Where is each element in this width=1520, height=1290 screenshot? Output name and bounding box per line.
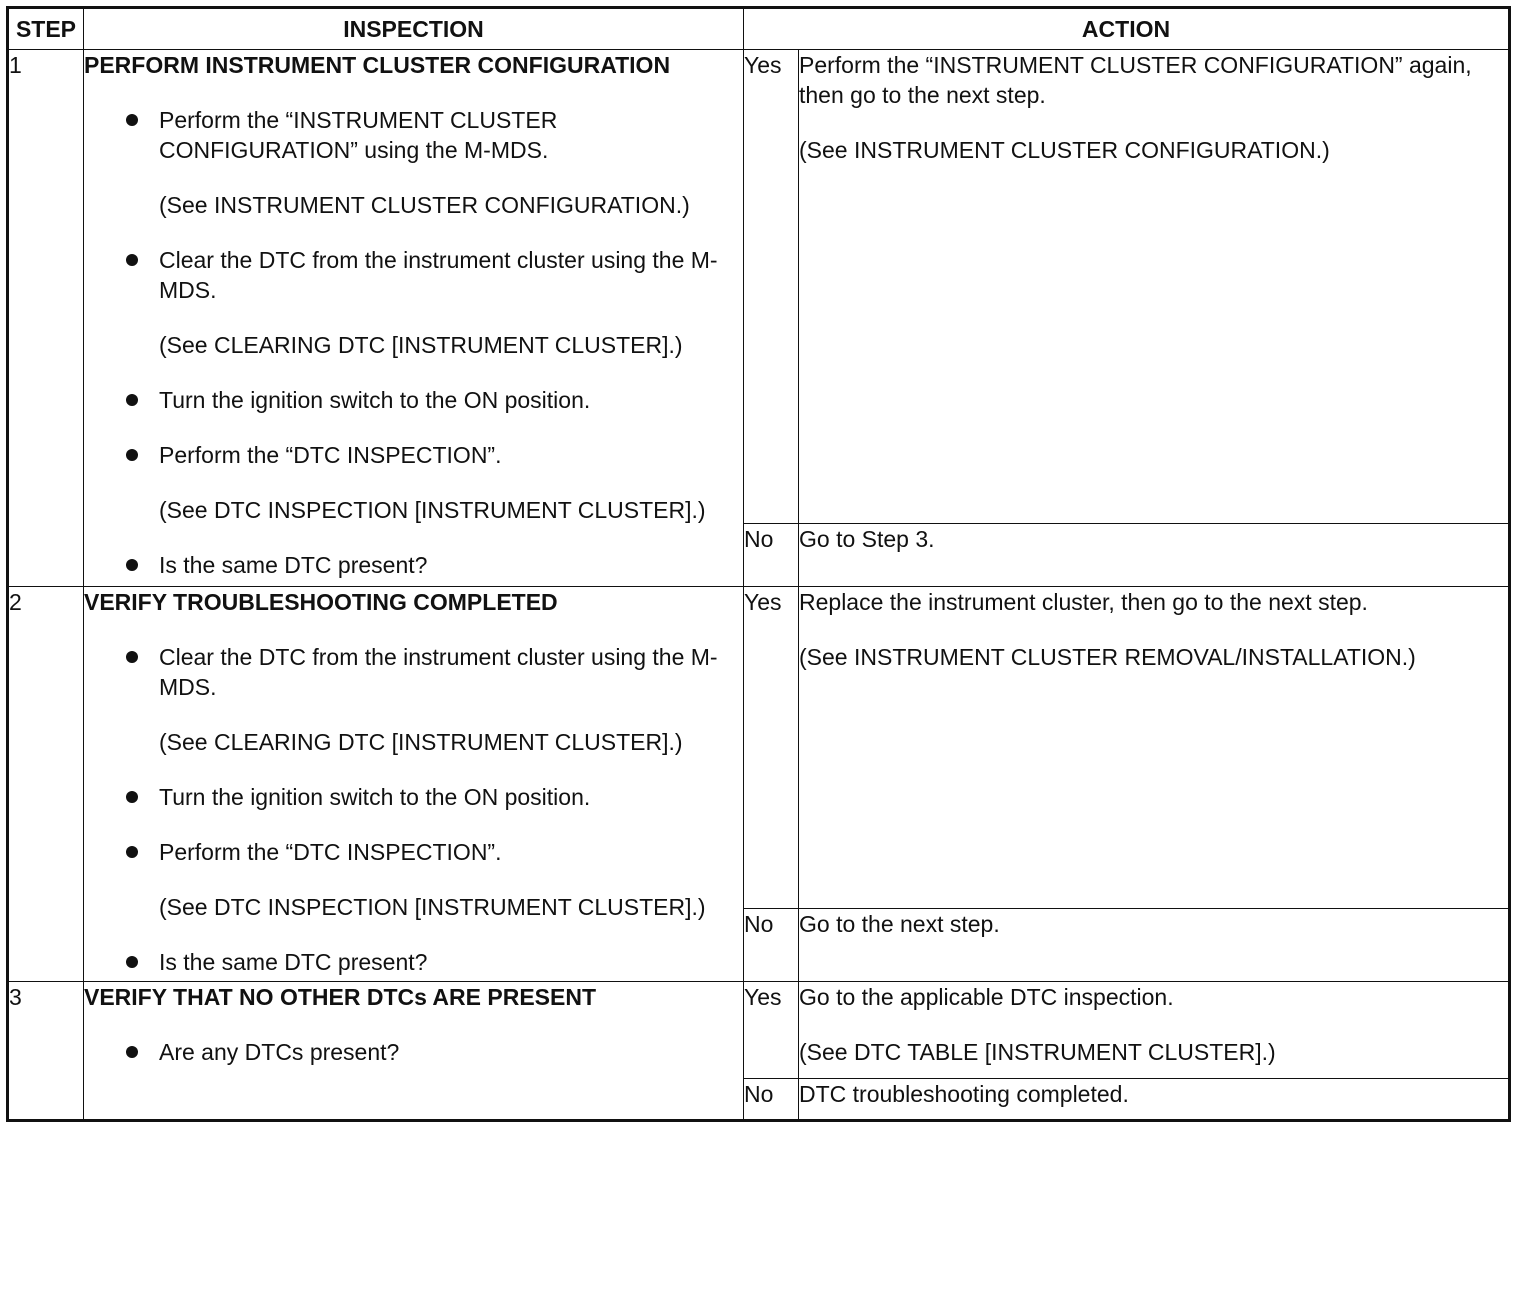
answer-no: No <box>744 1079 799 1121</box>
step-row-2 <box>8 587 1510 909</box>
reference-link[interactable]: (See INSTRUMENT CLUSTER REMOVAL/INSTALLATION.) <box>799 644 1416 670</box>
step-number: 3 <box>8 982 84 1121</box>
action-text: Go to Step 3. <box>799 526 935 552</box>
reference-link[interactable]: (See DTC TABLE [INSTRUMENT CLUSTER].) <box>799 1039 1276 1065</box>
reference-link[interactable]: (See CLEARING DTC [INSTRUMENT CLUSTER].) <box>159 729 683 755</box>
header-step: STEP <box>8 8 84 50</box>
inspection-item: Perform the “DTC INSPECTION”. <box>84 440 743 470</box>
action-no <box>799 524 1510 587</box>
step-title: VERIFY THAT NO OTHER DTCs ARE PRESENT <box>84 984 597 1010</box>
reference-link[interactable]: (See INSTRUMENT CLUSTER CONFIGURATION.) <box>799 137 1330 163</box>
header-action: ACTION <box>744 8 1510 50</box>
header-inspection: INSPECTION <box>84 8 744 50</box>
reference-link[interactable]: (See INSTRUMENT CLUSTER CONFIGURATION.) <box>159 192 690 218</box>
action-yes <box>799 587 1510 909</box>
action-text: Go to the next step. <box>799 911 1000 937</box>
action-yes <box>799 982 1510 1079</box>
answer-yes: Yes <box>744 982 799 1079</box>
action-no <box>799 909 1510 982</box>
reference-link[interactable]: (See DTC INSPECTION [INSTRUMENT CLUSTER].) <box>159 894 706 920</box>
step-number: 2 <box>8 587 84 982</box>
action-no <box>799 1079 1510 1121</box>
step-row-3 <box>8 982 1510 1079</box>
answer-no: No <box>744 909 799 982</box>
inspection-cell <box>84 982 744 1121</box>
inspection-question: Is the same DTC present? <box>84 947 743 977</box>
step-number: 1 <box>8 50 84 587</box>
action-text: Go to the applicable DTC inspection. <box>799 984 1174 1010</box>
inspection-question: Is the same DTC present? <box>84 550 743 580</box>
reference-link[interactable]: (See CLEARING DTC [INSTRUMENT CLUSTER].) <box>159 332 683 358</box>
header-row <box>8 8 1510 50</box>
inspection-item: Perform the “DTC INSPECTION”. <box>84 837 743 867</box>
answer-yes: Yes <box>744 50 799 524</box>
troubleshooting-table <box>6 6 1511 1122</box>
inspection-item: Turn the ignition switch to the ON position. <box>84 385 743 415</box>
step-title: VERIFY TROUBLESHOOTING COMPLETED <box>84 589 558 615</box>
reference-link[interactable]: (See DTC INSPECTION [INSTRUMENT CLUSTER].) <box>159 497 706 523</box>
inspection-item: Clear the DTC from the instrument cluster using the M-MDS. <box>84 642 743 702</box>
action-text: Perform the “INSTRUMENT CLUSTER CONFIGURATION” again, then go to the next step. <box>799 52 1472 108</box>
action-yes <box>799 50 1510 524</box>
inspection-item: Clear the DTC from the instrument cluster using the M-MDS. <box>84 245 743 305</box>
step-row-1 <box>8 50 1510 524</box>
inspection-item: Perform the “INSTRUMENT CLUSTER CONFIGURATION” using the M-MDS. <box>84 105 743 165</box>
answer-no: No <box>744 524 799 587</box>
inspection-cell <box>84 587 744 982</box>
answer-yes: Yes <box>744 587 799 909</box>
inspection-cell <box>84 50 744 587</box>
step-title: PERFORM INSTRUMENT CLUSTER CONFIGURATION <box>84 52 671 78</box>
inspection-item: Turn the ignition switch to the ON position. <box>84 782 743 812</box>
inspection-question: Are any DTCs present? <box>84 1037 743 1067</box>
action-text: Replace the instrument cluster, then go to the next step. <box>799 589 1368 615</box>
action-text: DTC troubleshooting completed. <box>799 1081 1129 1107</box>
